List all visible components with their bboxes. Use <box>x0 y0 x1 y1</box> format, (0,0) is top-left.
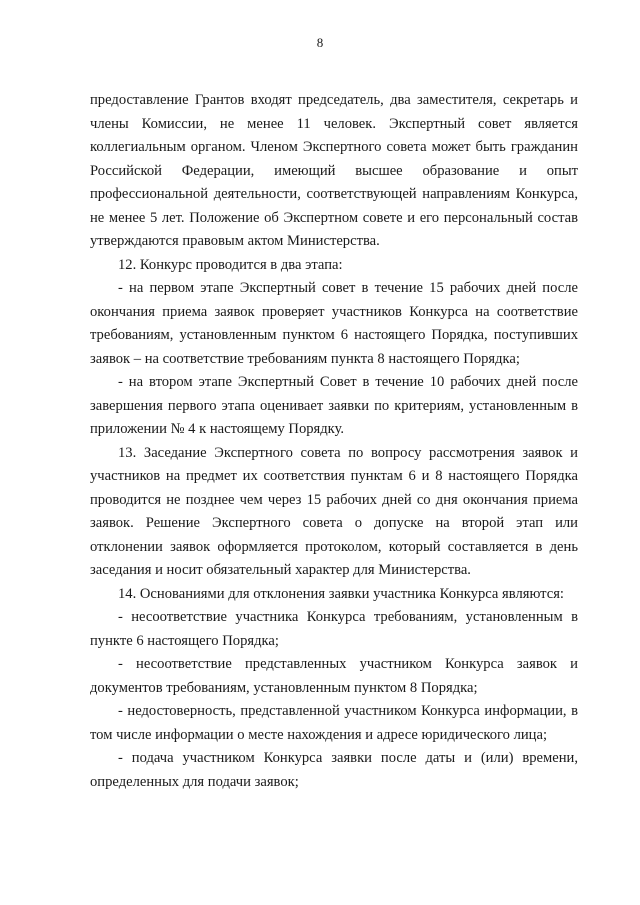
paragraph-item-12: 12. Конкурс проводится в два этапа: <box>118 256 343 273</box>
page-number: 8 <box>316 35 324 50</box>
paragraph-item-13: 13. Заседание Экспертного совета по вопросу рассмотрения заявок и участников на предмет их соответствия пунктам 6 и 8 настоящего Порядка проводится не позднее чем через 15 рабочих дней со дня окончания приема заявок. Решение Экспертного совета о допуске на второй этап или отклонении заявок оформляется протоколом, который составляется в день заседания и носит обязательный характер для Министерства. <box>90 444 578 578</box>
paragraph-continuation: предоставление Грантов входят председатель, два заместителя, секретарь и члены Комиссии, не менее 11 человек. Экспертный совет является коллегиальным органом. Членом Экспертного совета может быть гражданин Российской Федерации, имеющий высшее образование и опыт профессиональной деятельности, соответствующей направлениям Конкурса, не менее 5 лет. Положение об Экспертном совете и его персональный состав утверждаются правовым актом Министерства. <box>90 92 578 249</box>
paragraph-item-14-reason-4: - подача участником Конкурса заявки после даты и (или) времени, определенных для подачи заявок; <box>90 750 578 790</box>
paragraph-item-14-reason-1: - несоответствие участника Конкурса требованиям, установленным в пункте 6 настоящего Порядка; <box>90 609 578 649</box>
document-body <box>90 89 578 794</box>
paragraph-item-12-stage-2: - на втором этапе Экспертный Совет в течение 10 рабочих дней после завершения первого этапа оценивает заявки по критериям, установленным в приложении № 4 к настоящему Порядку. <box>90 374 578 437</box>
paragraph-item-14-reason-3: - недостоверность, представленной участником Конкурса информации, в том числе информации о месте нахождения и адресе юридического лица; <box>90 703 578 743</box>
paragraph-item-14: 14. Основаниями для отклонения заявки участника Конкурса являются: <box>118 585 564 602</box>
paragraph-item-12-stage-1: - на первом этапе Экспертный совет в течение 15 рабочих дней после окончания приема заявок проверяет участников Конкурса на соответствие требованиям, установленным пунктом 6 настоящего Порядка, поступивших заявок – на соответствие требованиям пункта 8 настоящего Порядка; <box>90 280 578 367</box>
paragraph-item-14-reason-2: - несоответствие представленных участником Конкурса заявок и документов требованиям, установленным пунктом 8 Порядка; <box>90 656 578 696</box>
